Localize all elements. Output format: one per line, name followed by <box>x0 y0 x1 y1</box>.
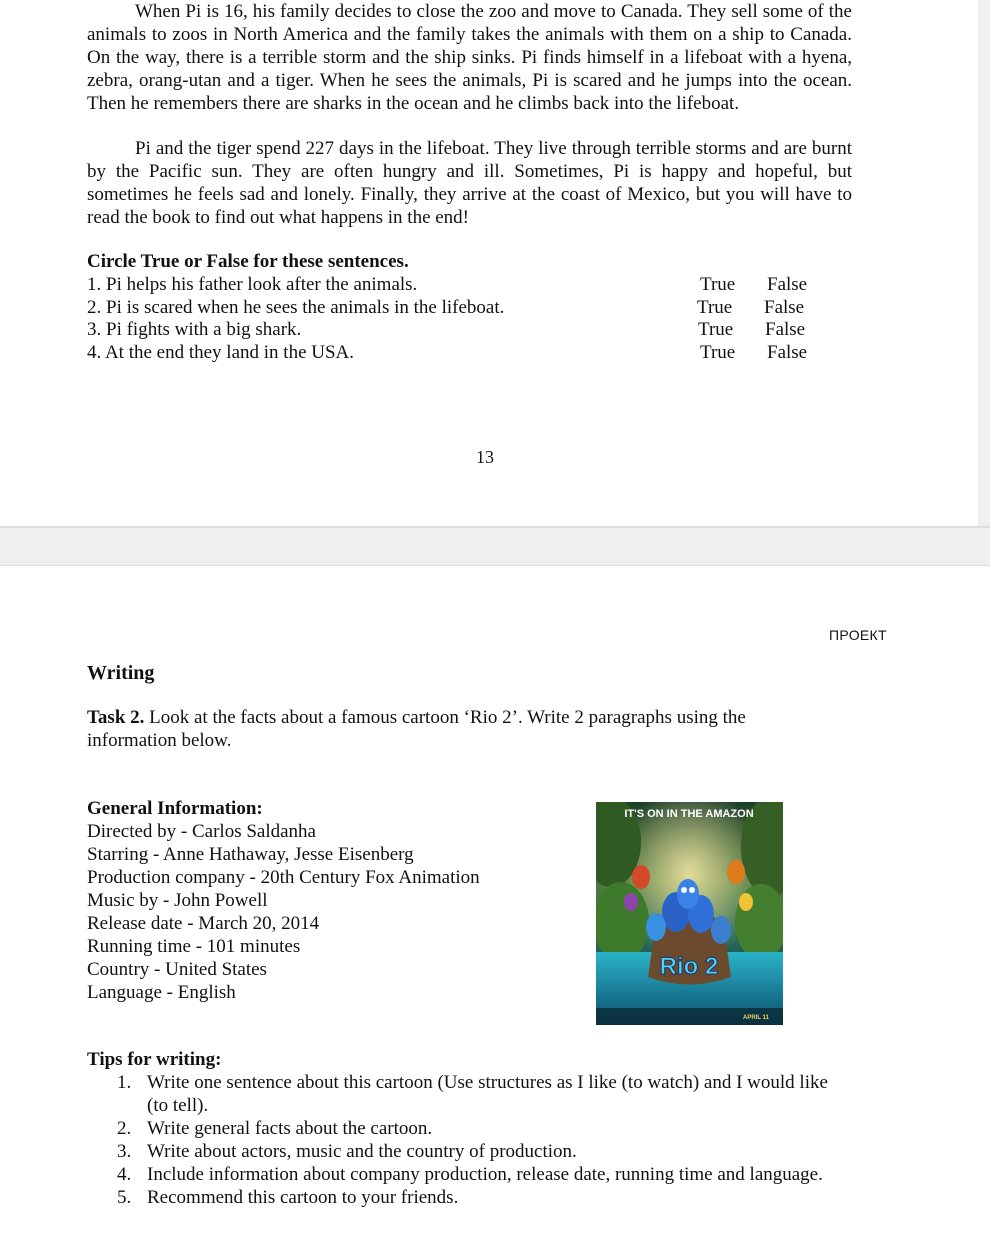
info-item: Release date - March 20, 2014 <box>87 913 320 934</box>
quiz-item <box>87 273 827 296</box>
story-paragraph-1: When Pi is 16, his family decides to close the zoo and move to Canada. They sell some of the animals to zoos in North America and the family takes the animals with them on a ship to Canada. On the way, there is a terrible storm and the ship sinks. Pi finds himself in a lifeboat with a hyena, zebra, orang-utan and a tiger. When he sees the animals, Pi is scared and he jumps into the ocean. Then he remembers there are sharks in the ocean and he climbs back into the lifeboat. <box>87 1 852 114</box>
tip-number: 2. <box>117 1118 132 1139</box>
viewer-margin <box>978 0 990 526</box>
quiz-item-text: 1. Pi helps his father look after the animals. <box>87 274 418 295</box>
tip-text: Write general facts about the cartoon. <box>147 1118 433 1139</box>
tip-text: Write one sentence about this cartoon (Use structures as I like (to watch) and I would like (to tell). <box>147 1072 828 1116</box>
tip-item <box>87 1163 847 1186</box>
tip-text: Write about actors, music and the country of production. <box>147 1141 577 1162</box>
false-option[interactable]: False <box>767 274 808 295</box>
true-option[interactable]: True <box>697 297 733 318</box>
quiz-item <box>87 318 827 341</box>
document-page-13 <box>0 0 978 526</box>
poster-tagline: IT'S ON IN THE AMAZON <box>624 808 754 820</box>
quiz-item-text: 3. Pi fights with a big shark. <box>87 319 302 340</box>
tip-text: Include information about company production, release date, running time and language. <box>147 1164 823 1185</box>
false-option[interactable]: False <box>765 319 806 340</box>
task-label: Task 2. <box>87 707 145 728</box>
tips-list <box>87 1071 847 1209</box>
page-header-label: ПРОЕКТ <box>829 627 887 643</box>
task-text: Look at the facts about a famous cartoon ‘Rio 2’. Write 2 paragraphs using the information below. <box>87 707 746 751</box>
tips-heading: Tips for writing: <box>87 1049 222 1070</box>
poster-illustration <box>596 802 783 1025</box>
rio-2-poster-image <box>596 802 783 1025</box>
general-info-list <box>87 820 480 1004</box>
poster-date: APRIL 11 <box>743 1015 769 1021</box>
true-option[interactable]: True <box>700 342 736 363</box>
poster-title: Rio 2 <box>659 953 719 980</box>
info-item: Starring - Anne Hathaway, Jesse Eisenberg <box>87 844 414 865</box>
tip-number: 4. <box>117 1164 132 1185</box>
info-item: Running time - 101 minutes <box>87 936 301 957</box>
section-title: Writing <box>87 662 155 684</box>
tip-item <box>87 1071 847 1117</box>
task-instructions <box>87 706 787 752</box>
true-option[interactable]: True <box>698 319 734 340</box>
tip-number: 1. <box>117 1072 132 1093</box>
quiz-item-text: 2. Pi is scared when he sees the animals in the lifeboat. <box>87 297 505 318</box>
quiz-item <box>87 296 827 319</box>
tip-item <box>87 1117 847 1140</box>
page-number: 13 <box>476 447 494 467</box>
quiz-heading: Circle True or False for these sentences. <box>87 251 409 272</box>
general-info-heading: General Information: <box>87 798 263 819</box>
info-item: Music by - John Powell <box>87 890 268 911</box>
false-option[interactable]: False <box>764 297 805 318</box>
false-option[interactable]: False <box>767 342 808 363</box>
info-item: Language - English <box>87 982 236 1003</box>
tip-text: Recommend this cartoon to your friends. <box>147 1187 459 1208</box>
quiz-item-text: 4. At the end they land in the USA. <box>87 342 355 363</box>
true-option[interactable]: True <box>700 274 736 295</box>
info-item: Country - United States <box>87 959 267 980</box>
info-item: Production company - 20th Century Fox Animation <box>87 867 480 888</box>
quiz-item <box>87 341 827 364</box>
tip-number: 5. <box>117 1187 132 1208</box>
page-separator <box>0 526 990 566</box>
story-paragraph-2: Pi and the tiger spend 227 days in the lifeboat. They live through terrible storms and are burnt by the Pacific sun. They are often hungry and ill. Sometimes, Pi is happy and hopeful, but sometimes he feels sad and lonely. Finally, they arrive at the coast of Mexico, but you will have to read the book to find out what happens in the end! <box>87 138 852 228</box>
tip-number: 3. <box>117 1141 132 1162</box>
tip-item <box>87 1140 847 1163</box>
info-item: Directed by - Carlos Saldanha <box>87 821 316 842</box>
tip-item <box>87 1186 847 1209</box>
document-page-14 <box>0 566 990 1243</box>
